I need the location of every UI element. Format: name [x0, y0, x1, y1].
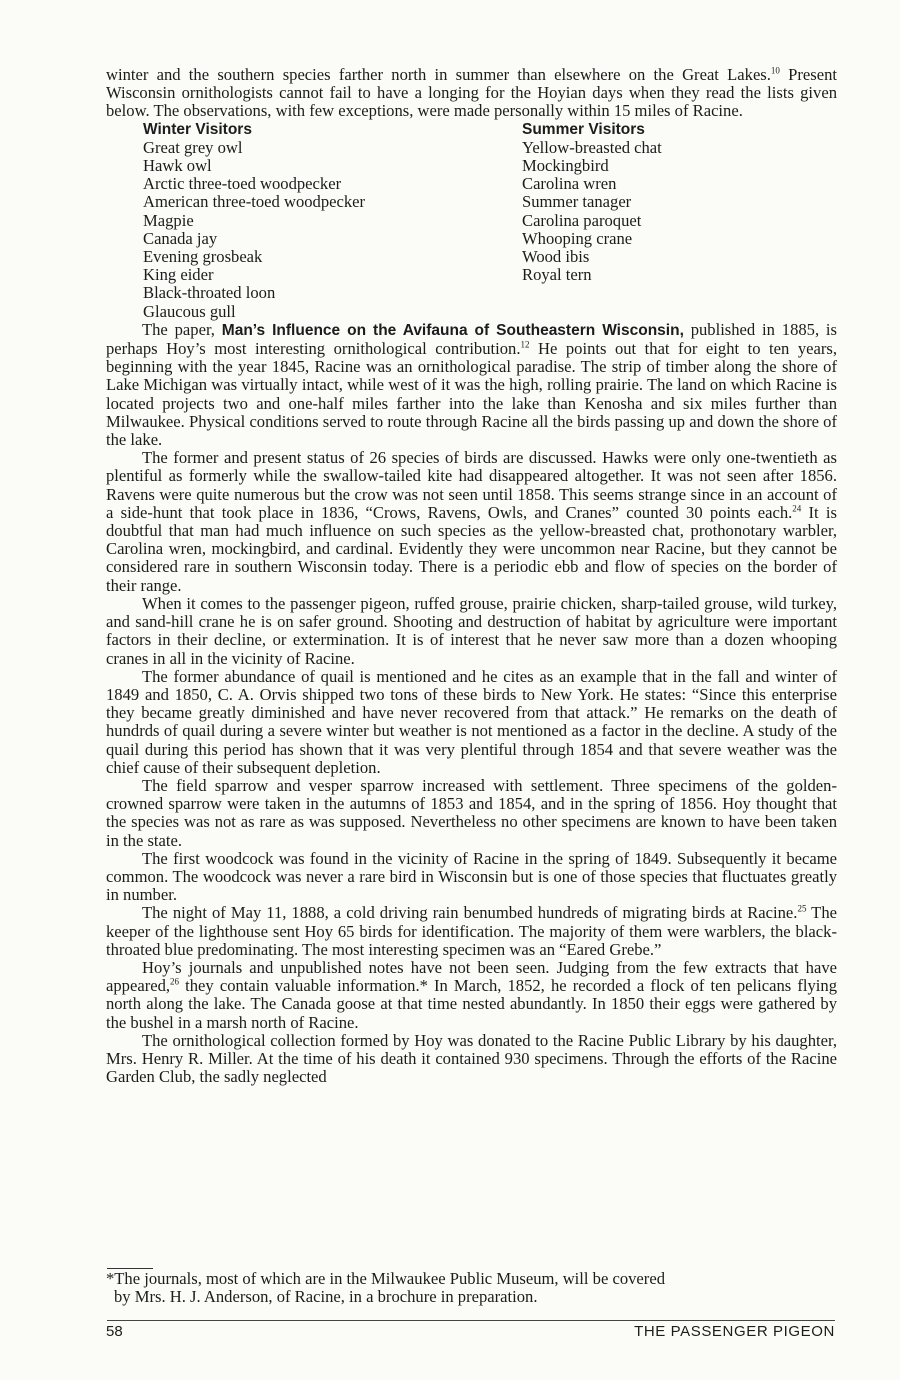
winter-visitors-list — [143, 121, 522, 321]
paragraph-woodcock: The first woodcock was found in the vicinity of Racine in the spring of 1849. Subsequently it became common. The woodcock was never a rare bird in Wisconsin but is one of those species that fluctuates greatly in number. — [106, 848, 837, 905]
paragraph-passenger-pigeon: When it comes to the passenger pigeon, ruffed grouse, prairie chicken, sharp-tailed grouse, wild turkey, and sand-hill crane he is on safer ground. Shooting and destruction of habitat by agriculture were important factors in their decline, or extermination. It is of interest that he never saw more than a dozen whooping cranes in all in the vicinity of Racine. — [106, 593, 837, 668]
footer-divider — [107, 1320, 835, 1321]
list-item: Great grey owl — [143, 137, 243, 157]
p2-text-b: It is doubtful that man had much influence on such species as the yellow-breasted chat, prothonotary warbler, Carolina wren, mockingbird, and cardinal. Evidently they were uncommon near Racine, but they cannot be considered rare in southern Wisconsin today. There is a periodic ebb and flow of species on the border of their range. — [106, 502, 837, 595]
footnote-line: *The journals, most of which are in the Milwaukee Public Museum, will be covered — [106, 1269, 665, 1288]
footnote — [106, 1270, 837, 1307]
list-item: Summer tanager — [522, 192, 632, 212]
list-item: Yellow-breasted chat — [522, 137, 662, 157]
p7-text-a: The night of May 11, 1888, a cold driving rain benumbed hundreds of migrating birds at Racine. — [142, 903, 798, 923]
list-item: American three-toed woodpecker — [143, 192, 366, 212]
list-item: Carolina wren — [522, 174, 617, 194]
list-item: Royal tern — [522, 265, 592, 285]
footnote-ref: 26 — [170, 976, 180, 987]
intro-text-2: Present Wisconsin ornithologists cannot fail to have a longing for the Hoyian days when they read the lists given below. The observations, with few exceptions, were made personally within 15 miles of Racine. — [106, 65, 838, 121]
bird-lists — [143, 121, 837, 321]
paragraph-sparrows: The field sparrow and vesper sparrow increased with settlement. Three specimens of the golden-crowned sparrow were taken in the autumns of 1853 and 1854, and in the spring of 1856. Hoy thought that the species was not as rare as was supposed. Nevertheless no other specimens are known to have been taken in the state. — [106, 775, 837, 850]
footnote-ref: 24 — [792, 503, 802, 514]
list-item: King eider — [143, 265, 214, 285]
paragraph-migration-night — [106, 904, 837, 959]
intro-text: winter and the southern species farther north in summer than elsewhere on the Great Lakes. — [106, 65, 771, 84]
paper-title: Man’s Influence on the Avifauna of Southeastern Wisconsin, — [221, 321, 684, 339]
list-item: Black-throated loon — [143, 283, 276, 303]
page-number: 58 — [106, 1323, 123, 1340]
footnote-line: by Mrs. H. J. Anderson, of Racine, in a brochure in preparation. — [114, 1287, 538, 1307]
p2-text-a: The former and present status of 26 species of birds are discussed. Hawks were only one-twentieth as plentiful as formerly while the swallow-tailed kite had disappeared altogether. It was not seen after 1856. Ravens were quite numerous but the crow was not seen until 1858. This seems strange since in an account of a side-hunt that took place in 1836, “Crows, Ravens, Owls, and Cranes” counted 30 points each. — [106, 448, 837, 522]
winter-visitors-heading: Winter Visitors — [143, 120, 252, 138]
p8-text-a: Hoy’s journals and unpublished notes have not been seen. Judging from the few extracts that have appeared, — [106, 957, 837, 996]
paragraph-avifauna-paper — [106, 321, 837, 449]
p1-text-a: The paper, — [142, 319, 222, 339]
list-item: Mockingbird — [522, 156, 609, 176]
list-item: Magpie — [143, 210, 194, 230]
list-item: Whooping crane — [522, 228, 633, 248]
summer-visitors-list — [522, 121, 837, 321]
footnote-ref: 12 — [520, 339, 530, 350]
intro-paragraph — [106, 66, 837, 121]
footnote-ref: 25 — [797, 903, 807, 914]
paragraph-quail: The former abundance of quail is mentioned and he cites as an example that in the fall and winter of 1849 and 1850, C. A. Orvis shipped two tons of these birds to New York. He states: “Since this enterprise they became greatly diminished and have never recovered from that attack.” He remarks on the death of hundrds of quail during a severe winter but weather is not mentioned as a factor in the decline. A study of the quail during this period has shown that it was very plentiful through 1854 and that severe weather was the chief cause of their subsequent depletion. — [106, 666, 837, 777]
list-item: Canada jay — [143, 228, 218, 248]
running-title: THE PASSENGER PIGEON — [634, 1323, 835, 1340]
list-item: Wood ibis — [522, 247, 590, 267]
main-text-column — [106, 66, 837, 1086]
list-item: Glaucous gull — [143, 301, 236, 321]
paragraph-species-status — [106, 449, 837, 595]
p1-text-b: published in 1885, is perhaps Hoy’s most interesting ornithological contribution. — [106, 319, 837, 359]
paragraph-journals — [106, 959, 837, 1032]
summer-visitors-heading: Summer Visitors — [522, 120, 645, 138]
paragraph-collection: The ornithological collection formed by Hoy was donated to the Racine Public Library by his daughter, Mrs. Henry R. Miller. At the time of his death it contained 930 specimens. Through the efforts of the Racine Garden Club, the sadly neglected — [106, 1030, 837, 1087]
list-item: Evening grosbeak — [143, 247, 263, 267]
p1-text-c: He points out that for eight to ten years, beginning with the year 1845, Racine was an ornithological paradise. The strip of timber along the shore of Lake Michigan was virtually intact, while west of it was the high, rolling prairie. The land on which Racine is located projects two and one-half miles farther into the lake than Kenosha and six miles further than Milwaukee. Physical conditions served to route through Racine all the birds passing up and down the shore of the lake. — [106, 339, 837, 450]
p8-text-b: they contain valuable information.* In March, 1852, he recorded a flock of ten pelicans flying north along the lake. The Canada goose at that time nested abundantly. In 1850 their eggs were gathered by the bushel in a marsh north of Racine. — [106, 976, 837, 1032]
list-item: Carolina paroquet — [522, 210, 642, 230]
p7-text-b: The keeper of the lighthouse sent Hoy 65 birds for identification. The majority of them were warblers, the black-throated blue predominating. The most interesting specimen was an “Eared Grebe.” — [106, 903, 837, 959]
footnote-ref: 10 — [770, 65, 780, 76]
list-item: Arctic three-toed woodpecker — [143, 174, 342, 194]
list-item: Hawk owl — [143, 156, 212, 176]
